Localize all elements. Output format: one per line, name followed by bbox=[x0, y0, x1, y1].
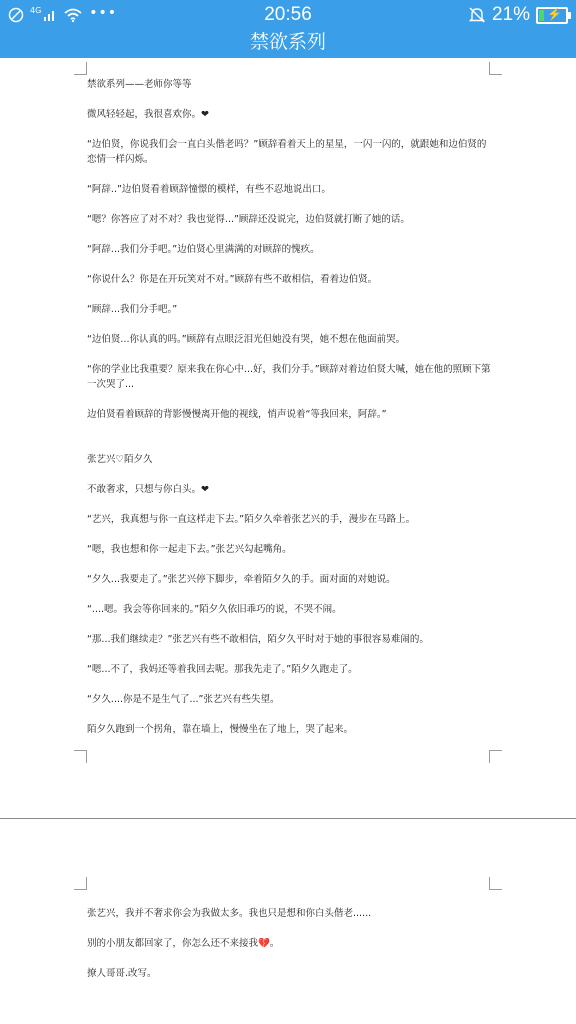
paragraph: 撩人哥哥.改写。 bbox=[87, 968, 157, 979]
page-title: 禁欲系列 bbox=[0, 30, 576, 58]
paragraph: 不敢奢求，只想与你白头。❤ bbox=[87, 484, 209, 495]
margin-corner-top-right bbox=[489, 877, 502, 890]
margin-corner-top-left bbox=[74, 62, 87, 75]
status-bar bbox=[0, 0, 576, 30]
margin-corner-top-left bbox=[74, 877, 87, 890]
more-dots-icon: ••• bbox=[89, 5, 118, 21]
status-right-icons bbox=[468, 4, 568, 26]
paragraph: “那...我们继续走？”张艺兴有些不敢相信，陌夕久平时对于她的事很容易难闹的。 bbox=[87, 634, 429, 645]
paragraph: “夕久....你是不是生气了...”张艺兴有些失望。 bbox=[87, 694, 280, 705]
paragraph: “....嗯。我会等你回来的。”陌夕久依旧乖巧的说，不哭不闹。 bbox=[87, 604, 342, 615]
margin-corner-bottom-left bbox=[74, 750, 87, 763]
story-section-2 bbox=[87, 452, 492, 737]
story-section-1 bbox=[87, 77, 492, 422]
paragraph: “艺兴，我真想与你一直这样走下去。”陌夕久牵着张艺兴的手，漫步在马路上。 bbox=[87, 514, 416, 525]
paragraph: “你的学业比我重要？原来我在你心中...好，我们分手。”顾辞对着边伯贤大喊，她在他的照顾下第一次哭了... bbox=[87, 364, 491, 390]
document-page-2[interactable] bbox=[0, 821, 576, 1024]
paragraph: “嗯，我也想和你一起走下去。”张艺兴勾起嘴角。 bbox=[87, 544, 292, 555]
paragraph: “顾辞...我们分手吧。” bbox=[87, 304, 178, 315]
battery-charging-icon: ⚡ bbox=[536, 7, 568, 24]
paragraph: 张艺兴♡陌夕久 bbox=[87, 454, 153, 465]
story-section-3 bbox=[87, 906, 492, 981]
battery-percent: 21% bbox=[491, 4, 530, 25]
paragraph: 张艺兴，我并不奢求你会为我做太多。我也只是想和你白头偕老...... bbox=[87, 908, 372, 919]
paragraph: “嗯...不了，我妈还等着我回去呢。那我先走了。”陌夕久跑走了。 bbox=[87, 664, 358, 675]
paragraph: 别的小朋友都回家了，你怎么还不来接我💔。 bbox=[87, 938, 280, 949]
margin-corner-top-right bbox=[489, 62, 502, 75]
alarm-off-icon bbox=[468, 6, 486, 24]
paragraph: “阿辞...我们分手吧。”边伯贤心里满满的对顾辞的愧疚。 bbox=[87, 244, 320, 255]
document-body-2 bbox=[87, 906, 492, 996]
paragraph: 禁欲系列——老师你等等 bbox=[87, 79, 192, 90]
paragraph: “阿辞..”边伯贤看着顾辞憧憬的模样，有些不忍地说出口。 bbox=[87, 184, 331, 195]
paragraph: 陌夕久跑到一个拐角，靠在墙上，慢慢坐在了地上，哭了起来。 bbox=[87, 724, 354, 735]
paragraph: “边伯贤...你认真的吗。”顾辞有点眼泛泪光但她没有哭，她不想在他面前哭。 bbox=[87, 334, 406, 345]
paragraph: “嗯？你答应了对不对？我也觉得...”顾辞还没说完，边伯贤就打断了她的话。 bbox=[87, 214, 410, 225]
network-type: 4G bbox=[30, 6, 42, 15]
paragraph: “你说什么？你是在开玩笑对不对。”顾辞有些不敢相信，看着边伯贤。 bbox=[87, 274, 378, 285]
document-body bbox=[87, 77, 492, 752]
paragraph: 微风轻轻起，我很喜欢你。❤ bbox=[87, 109, 209, 120]
paragraph: “边伯贤，你说我们会一直白头偕老吗？”顾辞看着天上的星星，一闪一闪的，就跟她和边伯贤的恋情一样闪烁。 bbox=[87, 139, 487, 165]
document-page-1[interactable] bbox=[0, 58, 576, 818]
paragraph: “夕久...我要走了。”张艺兴停下脚步，牵着陌夕久的手。面对面的对她说。 bbox=[87, 574, 396, 585]
paragraph: 边伯贤看着顾辞的背影慢慢离开他的视线，悄声说着“等我回来，阿辞。” bbox=[87, 409, 387, 420]
clock: 20:56 bbox=[264, 4, 312, 25]
